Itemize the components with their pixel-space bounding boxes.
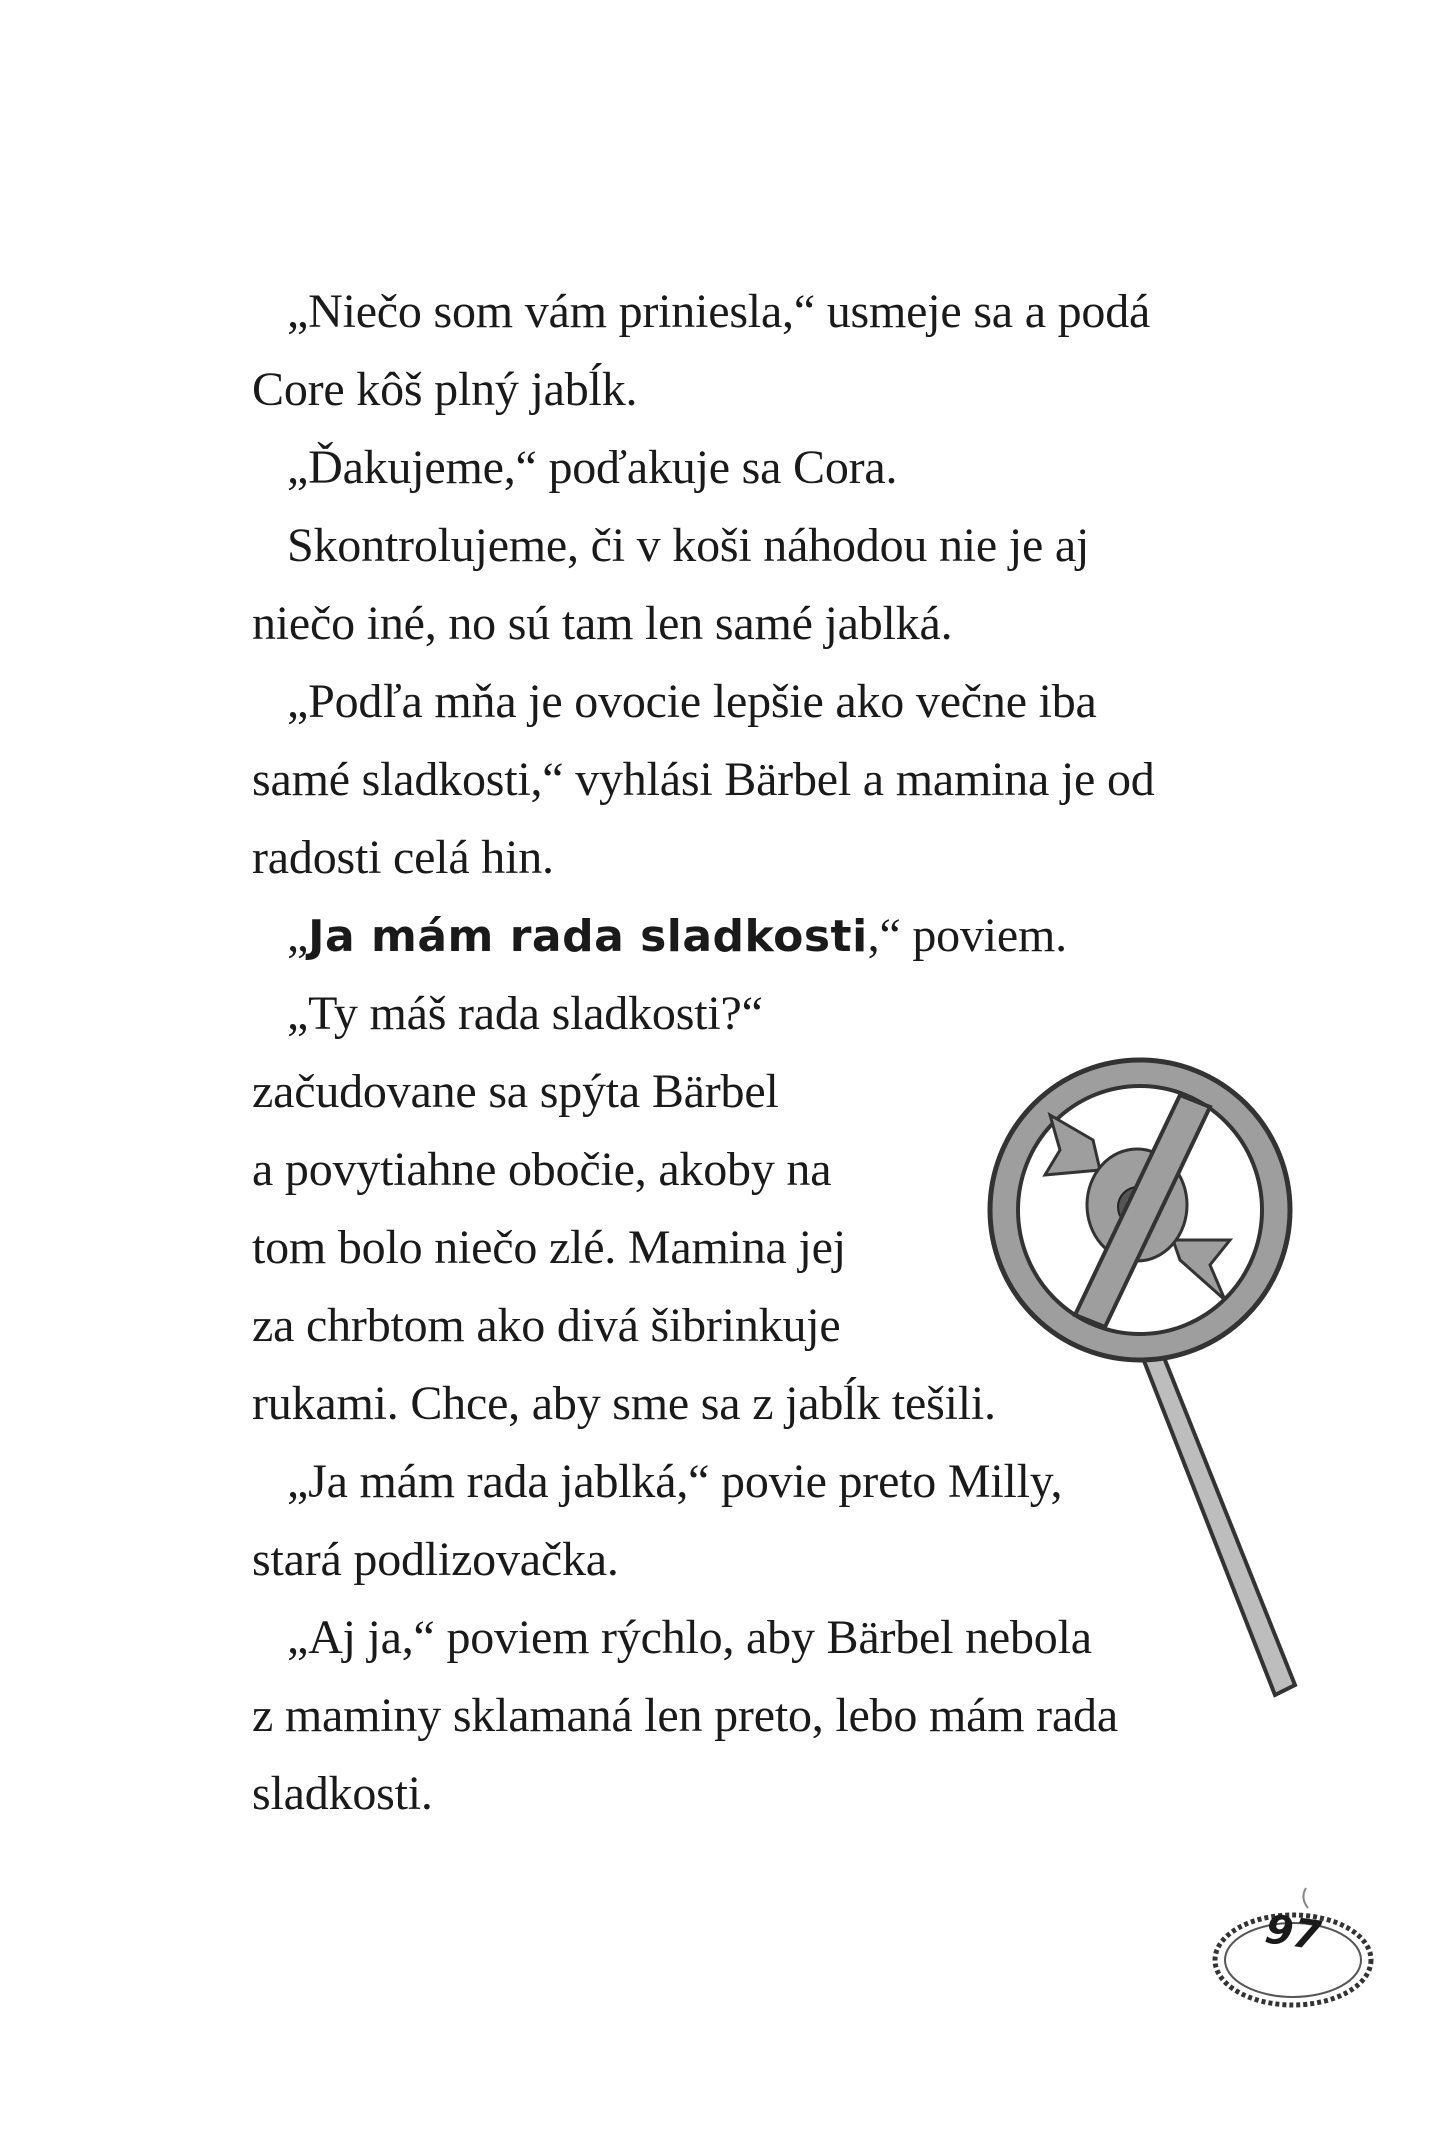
comic-emphasis: Ja mám rada sladkosti [308,911,868,962]
text-line: stará podlizovačka. [252,1533,619,1586]
text-line: začudovane sa spýta Bärbel [252,1065,779,1118]
text-line: tom bolo niečo zlé. Mamina jej [252,1221,846,1274]
text-line: niečo iné, no sú tam len samé jablká. [252,597,953,650]
text-line: „Ty máš rada sladkosti?“ [287,987,763,1040]
text-line: samé sladkosti,“ vyhlási Bärbel a mamina je od [252,753,1155,806]
text-line: „Ďakujeme,“ poďakuje sa Cora. [287,441,898,494]
emphasized-line [287,906,1067,967]
page-number: 97 [1262,1906,1324,1960]
text-line: a povytiahne obočie, akoby na [252,1143,832,1196]
text-line: „Ja mám rada jablká,“ povie preto Milly, [287,1455,1063,1508]
text-line: Skontrolujeme, či v koši náhodou nie je aj [287,519,1090,572]
quote-open: „ [287,909,309,962]
text-line: sladkosti. [252,1767,433,1820]
text-line: Core kôš plný jabĺk. [252,363,638,416]
text-line: z maminy sklamaná len preto, lebo mám rada [252,1689,1118,1742]
text-line: „Podľa mňa je ovocie lepšie ako večne iba [287,675,1097,728]
text-line: radosti celá hin. [252,831,554,884]
text-line: za chrbtom ako divá šibrinkuje [252,1299,841,1352]
text-line: „Niečo som vám priniesla,“ usmeje sa a podá [287,285,1151,338]
text-line: rukami. Chce, aby sme sa z jabĺk tešili. [252,1377,996,1430]
quote-close: ,“ poviem. [867,909,1067,962]
text-line: „Aj ja,“ poviem rýchlo, aby Bärbel nebola [287,1611,1092,1664]
crossed-out-candy-lollipop-icon [975,1035,1320,1735]
